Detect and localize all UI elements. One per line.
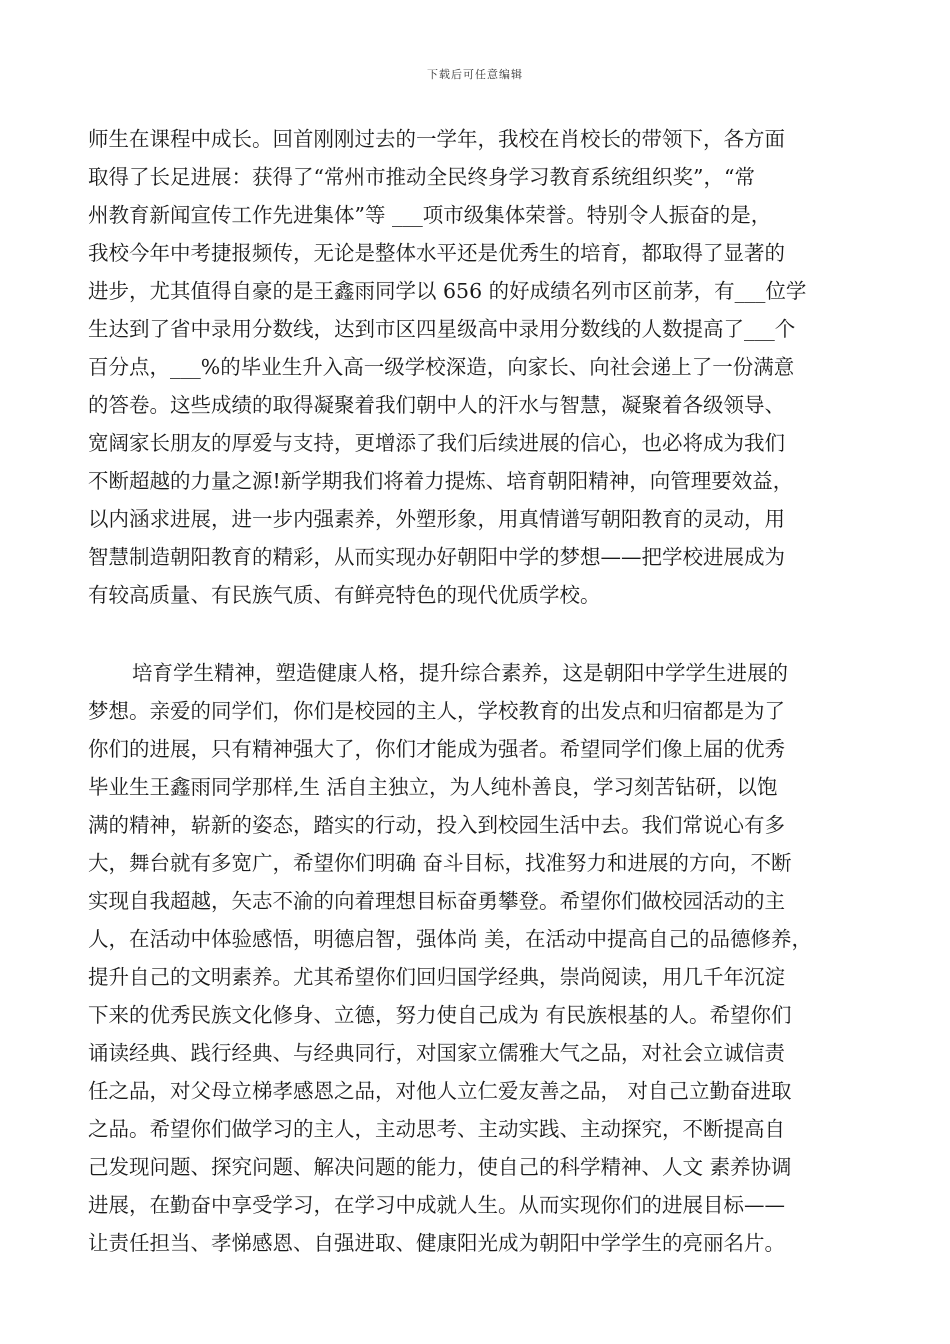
text-line: 下来的优秀民族文化修身、立德，努力使自己成为 有民族根基的人。希望你们 xyxy=(88,1003,792,1027)
text-line: 之品。希望你们做学习的主人，主动思考、主动实践、主动探究，不断提高自 xyxy=(88,1117,785,1141)
paragraph-2 xyxy=(88,654,868,1262)
text-line: 州教育新闻宣传工作先进集体”等 ___项市级集体荣誉。特别令人振奋的是， xyxy=(88,203,772,227)
text-line: 有较高质量、有民族气质、有鲜亮特色的现代优质学校。 xyxy=(88,583,601,607)
text-line: 梦想。亲爱的同学们，你们是校园的主人，学校教育的出发点和归宿都是为了 xyxy=(88,699,785,723)
text-line: 取得了长足进展：获得了“常州市推动全民终身学习教育系统组织奖”，“常 xyxy=(88,165,755,189)
text-line: 智慧制造朝阳教育的精彩，从而实现办好朝阳中学的梦想——把学校进展成为 xyxy=(88,545,785,569)
text-line: 任之品，对父母立梯孝感恩之品，对他人立仁爱友善之品， 对自己立勤奋进取 xyxy=(88,1079,792,1103)
text-line: 人，在活动中体验感悟，明德启智，强体尚 美，在活动中提高自己的品德修养， xyxy=(88,927,813,951)
text-line: 大，舞台就有多宽广，希望你们明确 奋斗目标，找准努力和进展的方向，不断 xyxy=(88,851,792,875)
text-line: 提升自己的文明素养。尤其希望你们回归国学经典，崇尚阅读，用几千年沉淀 xyxy=(88,965,785,989)
text-line: 满的精神，崭新的姿态，踏实的行动，投入到校园生活中去。我们常说心有多 xyxy=(88,813,785,837)
text-line: 以内涵求进展，进一步内强素养，外塑形象，用真情谱写朝阳教育的灵动，用 xyxy=(88,507,785,531)
document-body xyxy=(88,120,868,1262)
text-line: 不断超越的力量之源!新学期我们将着力提炼、培育朝阳精神，向管理要效益， xyxy=(88,469,794,493)
page-header: 下载后可任意编辑 xyxy=(427,68,523,81)
text-line: 进步，尤其值得自豪的是王鑫雨同学以 656 的好成绩名列市区前茅，有___位学 xyxy=(88,279,807,303)
text-line: 己发现问题、探究问题、解决问题的能力，使自己的科学精神、人文 素养协调 xyxy=(88,1155,792,1179)
text-line: 你们的进展，只有精神强大了，你们才能成为强者。希望同学们像上届的优秀 xyxy=(88,737,785,761)
text-line: 实现自我超越，矢志不渝的向着理想目标奋勇攀登。希望你们做校园活动的主 xyxy=(88,889,785,913)
text-line: 进展，在勤奋中享受学习，在学习中成就人生。从而实现你们的进展目标—— xyxy=(88,1193,785,1217)
text-line: 的答卷。这些成绩的取得凝聚着我们朝中人的汗水与智慧，凝聚着各级领导、 xyxy=(88,393,785,417)
text-line: 诵读经典、践行经典、与经典同行，对国家立儒雅大气之品，对社会立诚信责 xyxy=(88,1041,785,1065)
paragraph-spacer xyxy=(88,614,868,654)
paragraph-1 xyxy=(88,120,868,614)
text-line: 我校今年中考捷报频传，无论是整体水平还是优秀生的培育，都取得了显著的 xyxy=(88,241,785,265)
text-line: 生达到了省中录用分数线，达到市区四星级高中录用分数线的人数提高了___个 xyxy=(88,317,796,341)
text-line: 毕业生王鑫雨同学那样,生 活自主独立，为人纯朴善良，学习刻苦钻研，以饱 xyxy=(88,775,778,799)
text-line: 宽阔家长朋友的厚爱与支持，更增添了我们后续进展的信心，也必将成为我们 xyxy=(88,431,785,455)
text-line: 让责任担当、孝悌感恩、自强进取、健康阳光成为朝阳中学学生的亮丽名片。 xyxy=(88,1231,785,1255)
text-line: 培育学生精神，塑造健康人格，提升综合素养，这是朝阳中学学生进展的 xyxy=(132,661,788,685)
text-line: 师生在课程中成长。回首刚刚过去的一学年，我校在肖校长的带领下，各方面 xyxy=(88,127,785,151)
text-line: 百分点，___%的毕业生升入高一级学校深造，向家长、向社会递上了一份满意 xyxy=(88,355,795,379)
